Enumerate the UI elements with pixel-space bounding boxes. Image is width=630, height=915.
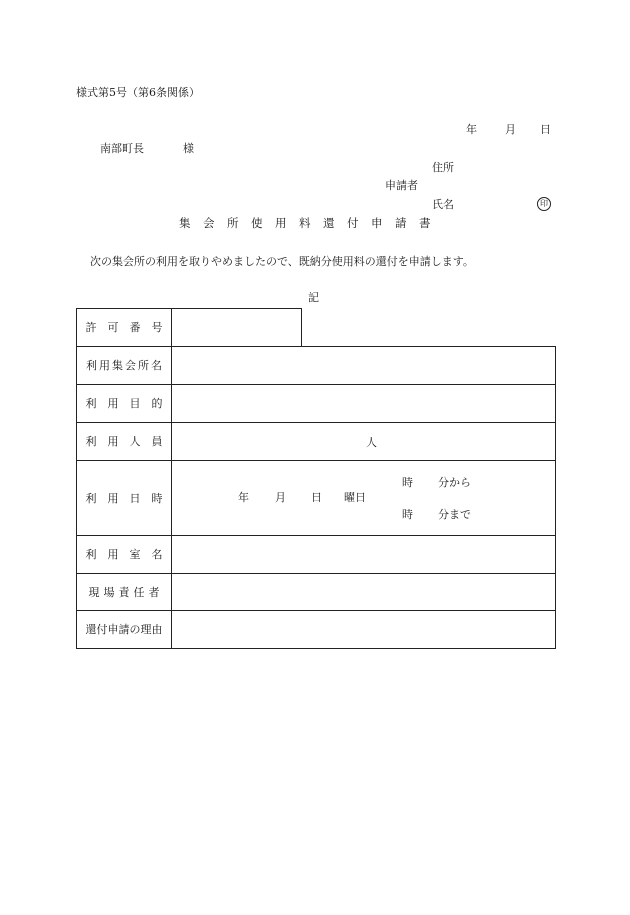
- dt-min-to: 分まで: [438, 508, 471, 521]
- dt-month: 月: [275, 491, 286, 504]
- label-supervisor: 現場責任者: [88, 585, 164, 599]
- addressee-honorific: 様: [183, 142, 194, 155]
- dt-year: 年: [238, 491, 249, 504]
- document-title: 集会所使用料還付申請書: [179, 216, 443, 230]
- people-field[interactable]: [172, 423, 555, 460]
- date-day-label: 日: [540, 123, 551, 136]
- permit-number-field[interactable]: [172, 309, 301, 346]
- label-people: 利用人員: [85, 435, 174, 448]
- dt-day: 日: [311, 491, 322, 504]
- purpose-field[interactable]: [172, 385, 555, 422]
- ki-label: 記: [308, 291, 319, 304]
- dt-hour-to: 時: [402, 508, 413, 521]
- label-datetime: 利用日時: [85, 491, 174, 505]
- dt-hour-from: 時: [402, 476, 413, 489]
- label-room-name: 利用室名: [85, 548, 174, 561]
- application-table: [76, 308, 556, 648]
- form-number: 様式第5号（第6条関係）: [76, 86, 200, 99]
- label-purpose: 利用目的: [85, 397, 174, 410]
- reason-field[interactable]: [172, 611, 555, 648]
- applicant-label: 申請者: [385, 179, 418, 192]
- label-permit-number: 許可番号: [85, 321, 174, 334]
- seal-mark: 印: [537, 197, 551, 211]
- date-month-label: 月: [505, 123, 516, 136]
- address-label: 住所: [432, 161, 454, 174]
- body-text: 次の集会所の利用を取りやめましたので、既納分使用料の還付を申請します。: [90, 255, 474, 268]
- datetime-field[interactable]: [172, 461, 555, 535]
- people-unit: 人: [366, 436, 377, 449]
- label-facility-name: 利用集会所名: [86, 359, 164, 372]
- date-year-label: 年: [466, 123, 477, 136]
- addressee-name: 南部町長: [100, 142, 144, 155]
- label-reason: 還付申請の理由: [85, 623, 163, 636]
- room-name-field[interactable]: [172, 536, 555, 573]
- dt-weekday: 曜日: [344, 491, 366, 504]
- supervisor-field[interactable]: [172, 574, 555, 610]
- name-label: 氏名: [432, 198, 454, 211]
- facility-name-field[interactable]: [172, 347, 555, 384]
- dt-min-from: 分から: [438, 476, 471, 489]
